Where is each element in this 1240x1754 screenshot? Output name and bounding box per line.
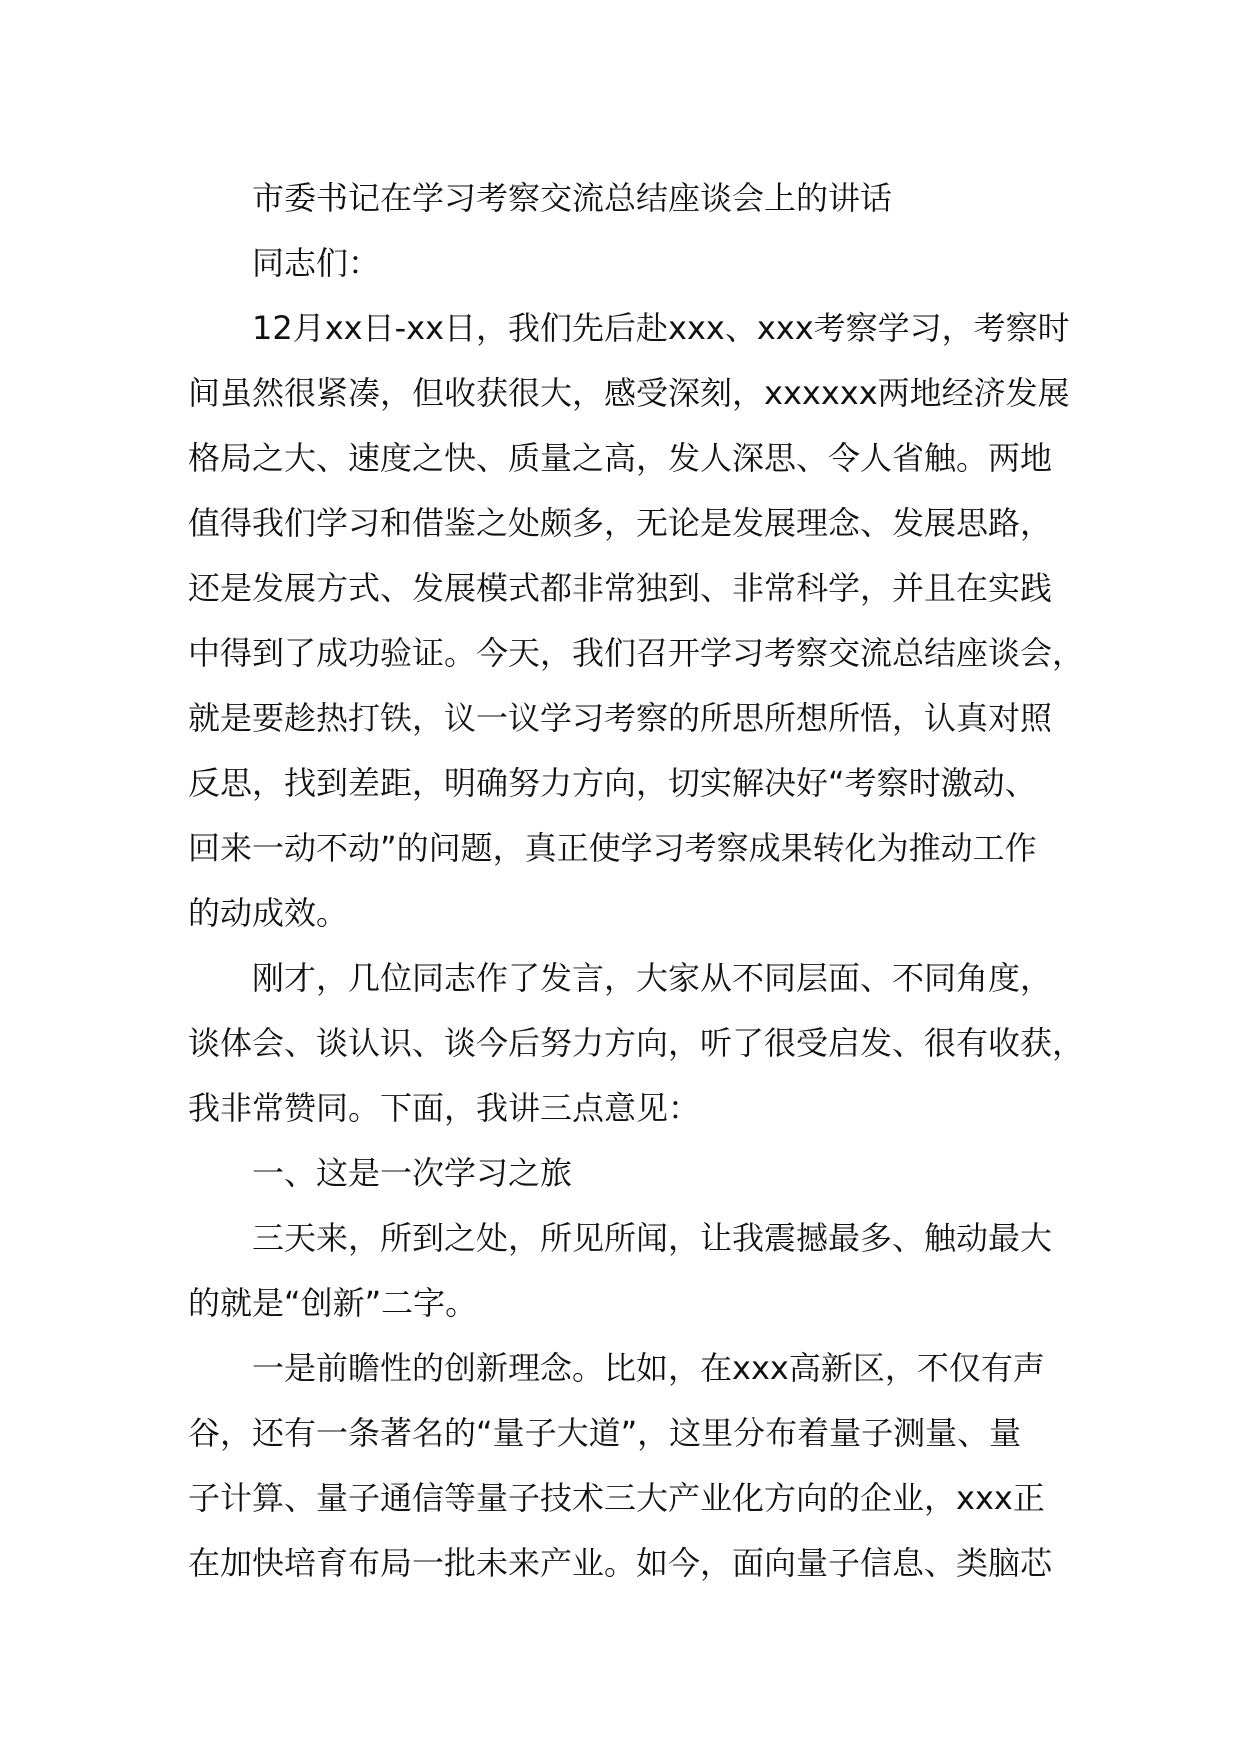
title-line: 市委书记在学习考察交流总结座谈会上的讲话 <box>252 179 893 217</box>
section-heading-1 <box>188 1141 1088 1206</box>
paragraph-intro <box>188 296 1088 946</box>
paragraph-innovation <box>188 1206 1088 1336</box>
document-title <box>188 166 1088 231</box>
document-body <box>188 166 1088 1596</box>
text-line: 反思，找到差距，明确努力方向，切实解决好“考察时激动、 <box>188 764 1037 802</box>
text-line: 的动成效。 <box>188 894 349 932</box>
text-line: 一是前瞻性的创新理念。比如，在xxx高新区，不仅有声 <box>252 1349 1045 1387</box>
text-line: 回来一动不动”的问题，真正使学习考察成果转化为推动工作 <box>188 829 1037 867</box>
text-line: 谷，还有一条著名的“量子大道”，这里分布着量子测量、量 <box>188 1414 1022 1452</box>
text-line: 谈体会、谈认识、谈今后努力方向，听了很受启发、很有收获， <box>188 1024 1085 1062</box>
text-line: 子计算、量子通信等量子技术三大产业化方向的企业，xxx正 <box>188 1479 1045 1517</box>
text-line: 格局之大、速度之快、质量之高，发人深思、令人省触。两地 <box>188 439 1053 477</box>
text-line: 刚才，几位同志作了发言，大家从不同层面、不同角度， <box>252 959 1053 997</box>
salutation-line: 同志们： <box>252 244 381 282</box>
text-line: 就是要趁热打铁，议一议学习考察的所思所想所悟，认真对照 <box>188 699 1053 737</box>
text-line: 我非常赞同。下面，我讲三点意见： <box>188 1089 701 1127</box>
text-line: 间虽然很紧凑，但收获很大，感受深刻，xxxxxx两地经济发展 <box>188 374 1070 412</box>
salutation <box>188 231 1088 296</box>
text-line: 的就是“创新”二字。 <box>188 1284 478 1322</box>
paragraph-speeches <box>188 946 1088 1141</box>
text-line: 还是发展方式、发展模式都非常独到、非常科学，并且在实践 <box>188 569 1053 607</box>
text-line: 值得我们学习和借鉴之处颇多，无论是发展理念、发展思路， <box>188 504 1053 542</box>
text-line: 在加快培育布局一批未来产业。如今，面向量子信息、类脑芯 <box>188 1544 1053 1582</box>
heading-line: 一、这是一次学习之旅 <box>252 1154 573 1192</box>
paragraph-forward-looking <box>188 1336 1088 1596</box>
text-line: 中得到了成功验证。今天，我们召开学习考察交流总结座谈会， <box>188 634 1085 672</box>
text-line: 三天来，所到之处，所见所闻，让我震撼最多、触动最大 <box>252 1219 1053 1257</box>
text-line: 12月xx日-xx日，我们先后赴xxx、xxx考察学习，考察时 <box>252 309 1070 347</box>
